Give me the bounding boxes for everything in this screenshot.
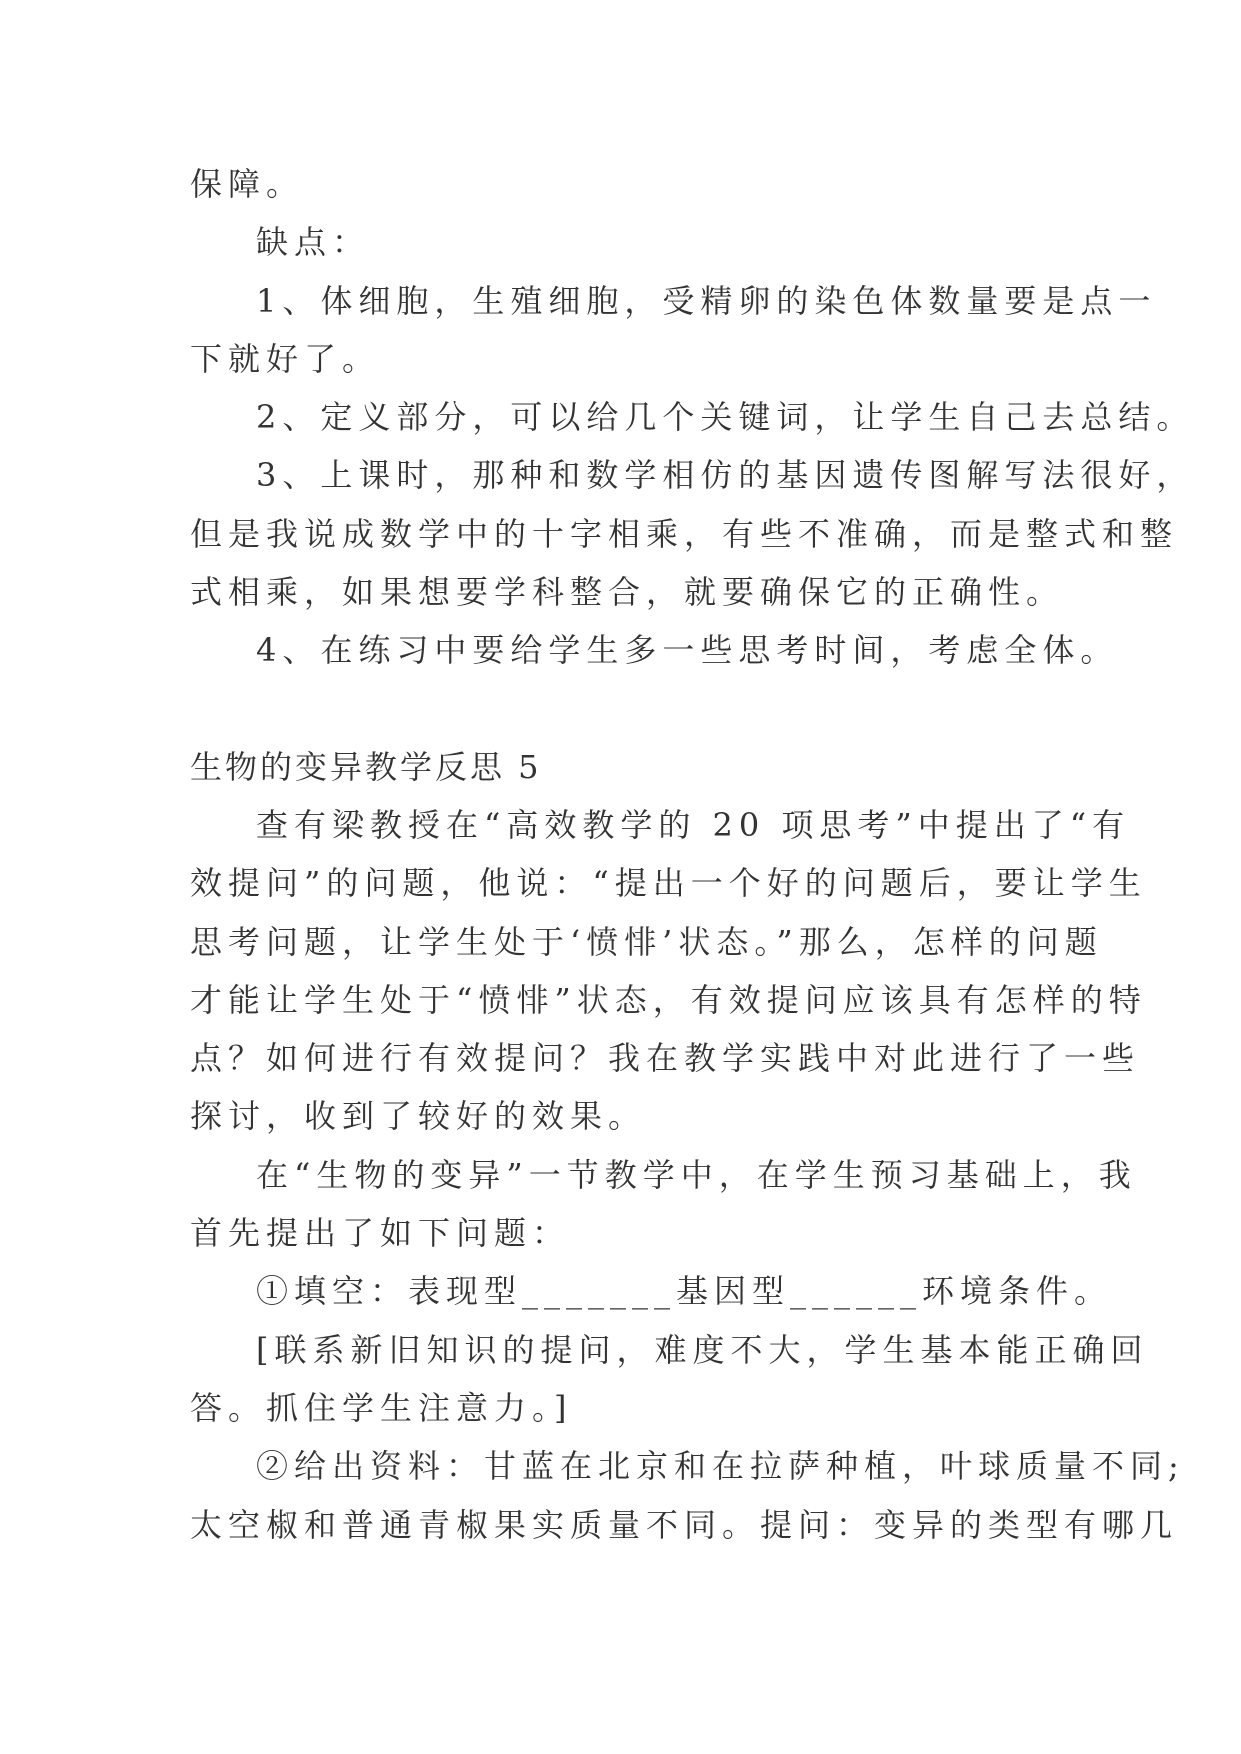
paragraph-line: 在“生物的变异”一节教学中，在学生预习基础上，我 <box>256 1155 1137 1194</box>
paragraph-line: 太空椒和普通青椒果实质量不同。提问：变异的类型有哪几 <box>190 1505 1179 1544</box>
paragraph-line: 3、上课时，那种和数学相仿的基因遗传图解写法很好， <box>256 456 1195 495</box>
paragraph-line: 缺点： <box>256 223 371 262</box>
paragraph-line: 下就好了。 <box>190 339 381 378</box>
paragraph-line: ①填空：表现型_______基因型______环境条件。 <box>256 1272 1113 1311</box>
document-body <box>190 155 1195 1554</box>
section-heading: 生物的变异教学反思 5 <box>190 747 542 786</box>
paragraph-line: 1、体细胞，生殖细胞，受精卵的染色体数量要是点一 <box>256 281 1157 320</box>
paragraph-line: 2、定义部分，可以给几个关键词，让学生自己去总结。 <box>256 398 1195 437</box>
paragraph-line: 4、在练习中要给学生多一些思考时间，考虑全体。 <box>256 631 1119 670</box>
paragraph-line: 保障。 <box>190 165 305 203</box>
paragraph-line: 思考问题，让学生处于‘愤悱’状态。”那么，怎样的问题 <box>190 922 1103 961</box>
paragraph-line: ②给出资料：甘蓝在北京和在拉萨种植，叶球质量不同; <box>256 1447 1185 1486</box>
paragraph-line: 效提问”的问题，他说：“提出一个好的问题后，要让学生 <box>190 864 1147 903</box>
paragraph-line: 查有梁教授在“高效教学的 20 项思考”中提出了“有 <box>256 805 1131 844</box>
paragraph-line: 才能让学生处于“愤悱”状态，有效提问应该具有怎样的特 <box>190 980 1147 1019</box>
paragraph-line: [联系新旧知识的提问，难度不大，学生基本能正确回 <box>256 1330 1149 1369</box>
paragraph-line: 探讨，收到了较好的效果。 <box>190 1097 647 1136</box>
paragraph-line: 但是我说成数学中的十字相乘，有些不准确，而是整式和整 <box>190 514 1179 553</box>
paragraph-line: 点？如何进行有效提问？我在教学实践中对此进行了一些 <box>190 1039 1141 1078</box>
paragraph-line: 答。抓住学生注意力。] <box>190 1388 573 1427</box>
paragraph-line: 式相乘，如果想要学科整合，就要确保它的正确性。 <box>190 573 1065 612</box>
paragraph-line: 首先提出了如下问题： <box>190 1214 571 1253</box>
